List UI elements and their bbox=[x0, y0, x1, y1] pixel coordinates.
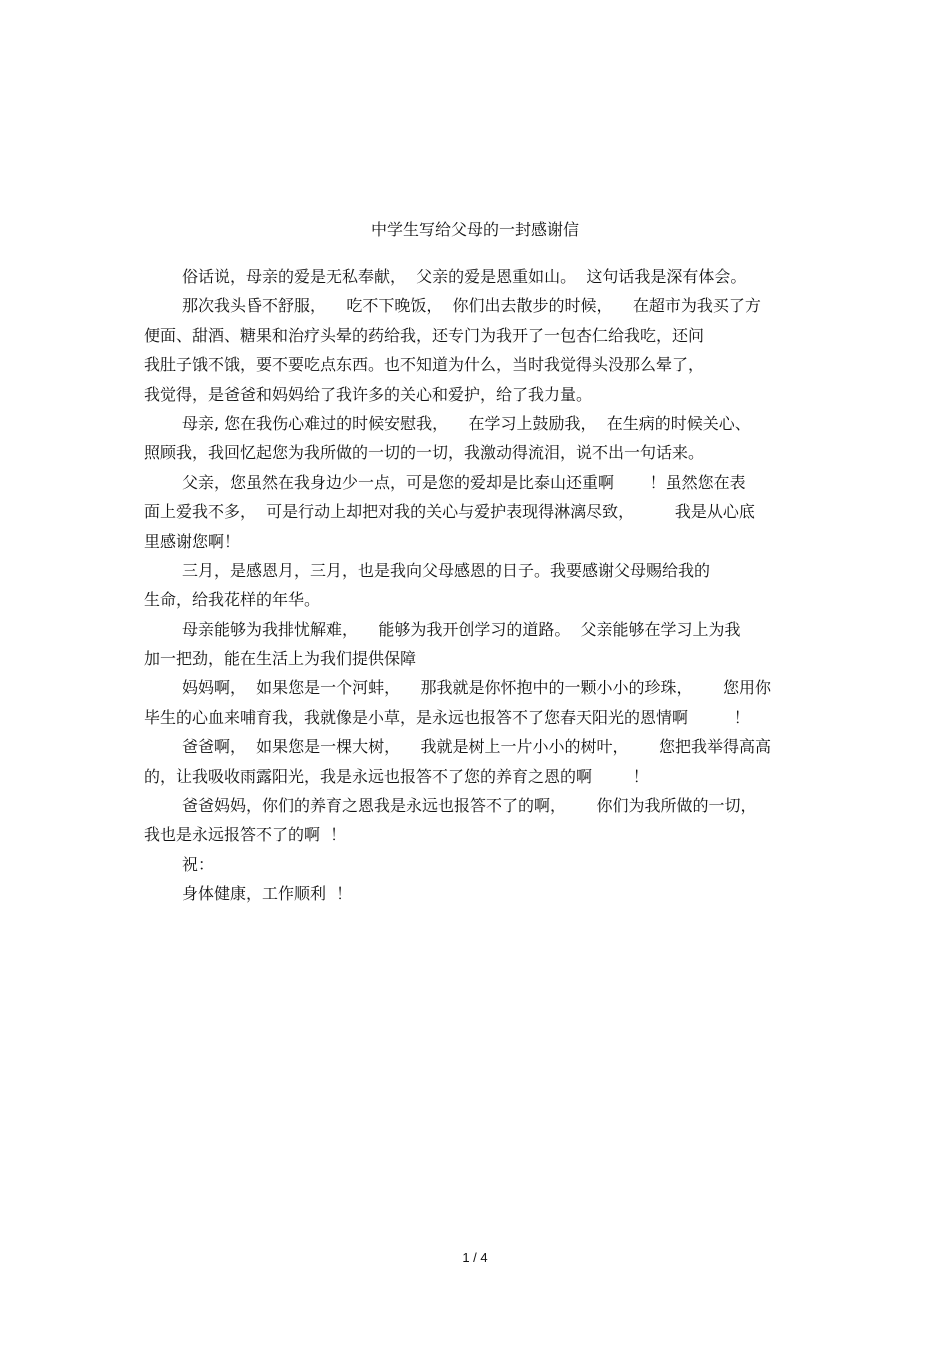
text-line: 母亲能够为我排忧解难， 能够为我开创学习的道路。 父亲能够在学习上为我 bbox=[182, 619, 741, 639]
text-line: 的，让我吸收雨露阳光，我是永远也报答不了您的养育之恩的啊 ！ bbox=[144, 766, 649, 786]
text-line: 便面、甜酒、糖果和治疗头晕的药给我，还专门为我开了一包杏仁给我吃，还问 bbox=[144, 325, 705, 345]
text-line: 父亲，您虽然在我身边少一点，可是您的爱却是比泰山还重啊 ！虽然您在表 bbox=[182, 472, 746, 492]
letter-body bbox=[144, 262, 806, 909]
text-line: 加一把劲，能在生活上为我们提供保障 bbox=[144, 649, 417, 669]
text-line: 祝： bbox=[182, 854, 215, 874]
text-line: 毕生的心血来哺育我，我就像是小草，是永远也报答不了您春天阳光的恩情啊 ！ bbox=[144, 707, 750, 727]
text-line: 母亲, 您在我伤心难过的时候安慰我， 在学习上鼓励我， 在生病的时候关心、 bbox=[182, 413, 751, 433]
text-line: 生命，给我花样的年华。 bbox=[144, 590, 321, 610]
text-line: 面上爱我不多， 可是行动上却把对我的关心与爱护表现得淋漓尽致， 我是从心底 bbox=[144, 502, 755, 522]
page-number: 1 / 4 bbox=[462, 1250, 488, 1265]
text-line: 爸爸啊， 如果您是一棵大树， 我就是树上一片小小的树叶， 您把我举得高高 bbox=[182, 737, 772, 757]
text-line: 爸爸妈妈，你们的养育之恩我是永远也报答不了的啊， 你们为我所做的一切， bbox=[182, 796, 757, 816]
text-line: 我肚子饿不饿，要不要吃点东西。也不知道为什么，当时我觉得头没那么晕了， bbox=[144, 355, 705, 375]
text-line: 妈妈啊， 如果您是一个河蚌， 那我就是你怀抱中的一颗小小的珍珠， 您用你 bbox=[182, 678, 772, 698]
text-line: 三月，是感恩月，三月，也是我向父母感恩的日子。我要感谢父母赐给我的 bbox=[182, 560, 711, 580]
text-line: 我也是永远报答不了的啊 ！ bbox=[144, 825, 347, 845]
letter-title: 中学生写给父母的一封感谢信 bbox=[370, 220, 579, 239]
text-line: 里感谢您啊！ bbox=[144, 531, 241, 551]
text-line: 俗话说，母亲的爱是无私奉献， 父亲的爱是恩重如山。 这句话我是深有体会。 bbox=[182, 267, 747, 286]
text-line: 我觉得，是爸爸和妈妈给了我许多的关心和爱护，给了我力量。 bbox=[144, 384, 593, 404]
text-line: 那次我头昏不舒服， 吃不下晚饭， 你们出去散步的时候， 在超市为我买了方 bbox=[182, 296, 761, 316]
text-line: 身体健康，工作顺利 ！ bbox=[182, 884, 353, 904]
text-line: 照顾我，我回忆起您为我所做的一切的一切，我激动得流泪，说不出一句话来。 bbox=[144, 443, 705, 463]
